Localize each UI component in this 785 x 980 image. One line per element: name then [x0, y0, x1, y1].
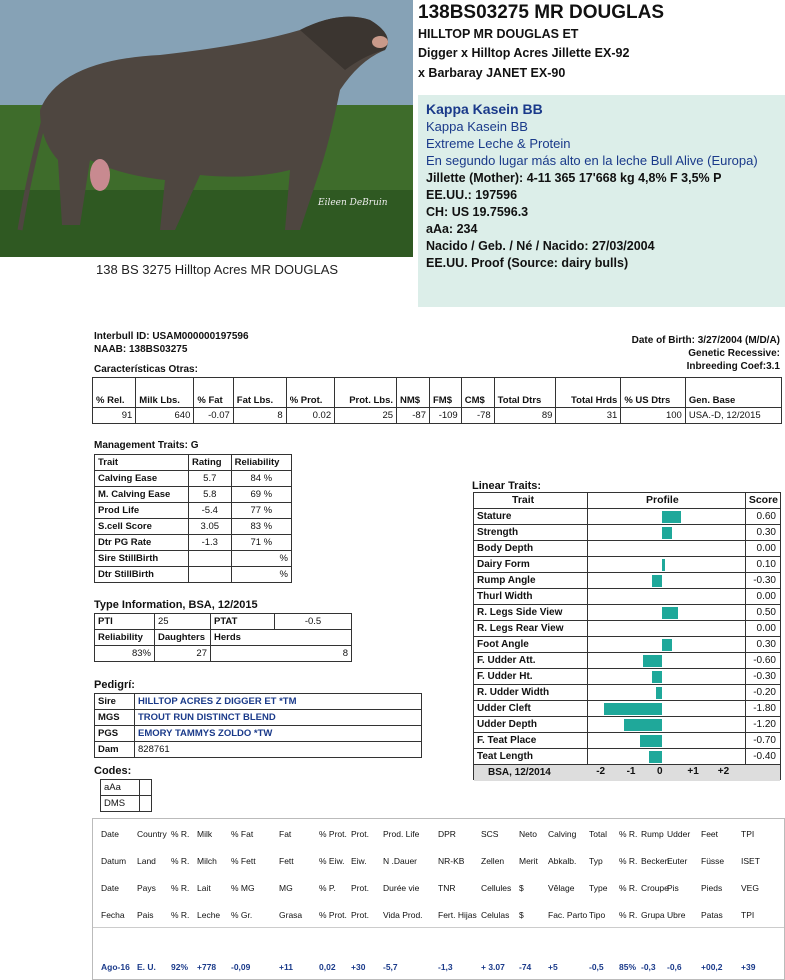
table-row	[95, 551, 292, 567]
table-row	[95, 614, 352, 630]
table-row	[93, 408, 782, 424]
bull-illustration	[0, 0, 413, 257]
col-header: Total Dtrs	[494, 378, 556, 408]
proof-value-cell: +5	[548, 962, 558, 972]
proof-header-cell: Fat	[279, 829, 292, 839]
proof-header-cell: Lait	[197, 883, 211, 893]
proof-header-cell: ISET	[741, 856, 760, 866]
proof-header-cell: Feet	[701, 829, 719, 839]
proof-header-cell: Datum	[101, 856, 127, 866]
proof-header-cell: Grupa	[641, 910, 665, 920]
proof-header-cell: % P.	[319, 883, 336, 893]
proof-header-cell: Milch	[197, 856, 217, 866]
proof-header-cell: $	[519, 883, 524, 893]
info-box	[418, 95, 785, 307]
proof-value-cell: -1,3	[438, 962, 453, 972]
linear-axis-tick: -1	[626, 766, 636, 777]
linear-trait-name: Teat Length	[477, 751, 533, 762]
col-header: Total Hrds	[556, 378, 621, 408]
codes-table	[100, 779, 152, 812]
linear-trait-name: F. Udder Ht.	[477, 671, 533, 682]
proof-header-cell: N .Dauer	[383, 856, 418, 866]
proof-header-cell: % Prot.	[319, 910, 347, 920]
header-line: Digger x Hilltop Acres Jillette EX-92	[418, 46, 630, 60]
linear-trait-row	[474, 669, 780, 685]
proof-header-cell: TNR	[438, 883, 456, 893]
proof-header-cell: Celulas	[481, 910, 510, 920]
linear-trait-name: R. Legs Rear View	[477, 623, 564, 634]
trait-reliability: %	[231, 567, 291, 583]
trait-name: Sire StillBirth	[95, 551, 189, 567]
linear-trait-score: -0.40	[753, 751, 776, 762]
linear-trait-bar	[656, 687, 662, 699]
pedigree-title: Pedigrí:	[94, 679, 135, 691]
col-header: Fat Lbs.	[233, 378, 286, 408]
page-title: 138BS03275 MR DOUGLAS	[418, 2, 665, 23]
linear-trait-name: Rump Angle	[477, 575, 536, 586]
daughters-value: 27	[155, 646, 211, 662]
table-row	[101, 780, 152, 796]
col-header: FM$	[430, 378, 462, 408]
proof-header-cell: Pieds	[701, 883, 723, 893]
info-line: CH: US 19.7596.3	[426, 205, 529, 219]
table-cell: 640	[136, 408, 194, 424]
trait-reliability: 71 %	[231, 535, 291, 551]
linear-trait-row	[474, 701, 780, 717]
trait-rating: -5.4	[189, 503, 232, 519]
table-row	[95, 567, 292, 583]
col-header: % Fat	[194, 378, 233, 408]
naab-id: NAAB: 138BS03275	[94, 344, 188, 355]
col-header: Gen. Base	[685, 378, 781, 408]
linear-trait-bar	[662, 511, 681, 523]
proof-header-cell: SCS	[481, 829, 499, 839]
herds-label: Herds	[211, 630, 352, 646]
proof-header-cell: % Gr.	[231, 910, 253, 920]
proof-header-cell: NR-KB	[438, 856, 465, 866]
trait-name: Prod Life	[95, 503, 189, 519]
management-title: Management Traits: G	[94, 440, 199, 451]
linear-trait-row	[474, 685, 780, 701]
proof-header-cell: Cellules	[481, 883, 512, 893]
info-line: Kappa Kasein BB	[426, 119, 528, 134]
linear-axis-tick: +1	[687, 766, 699, 777]
ptat-label: PTAT	[211, 614, 275, 630]
proof-header-cell: Pais	[137, 910, 154, 920]
linear-axis-tick: +2	[717, 766, 730, 777]
proof-header-cell: Neto	[519, 829, 537, 839]
table-cell: 0.02	[286, 408, 334, 424]
linear-trait-name: R. Udder Width	[477, 687, 550, 698]
pedigree-table	[94, 693, 422, 758]
col-header: Prot. Lbs.	[335, 378, 397, 408]
type-info-table	[94, 613, 352, 662]
proof-header-cell: Date	[101, 883, 119, 893]
date-of-birth: Date of Birth: 3/27/2004 (M/D/A)	[631, 335, 780, 346]
table-cell: -0.07	[194, 408, 233, 424]
table-cell: 8	[233, 408, 286, 424]
col-header: % Prot.	[286, 378, 334, 408]
multilang-proof-table	[92, 818, 785, 980]
linear-trait-score: 0.00	[756, 591, 776, 602]
proof-header-cell: MG	[279, 883, 293, 893]
table-row	[95, 487, 292, 503]
linear-trait-name: F. Teat Place	[477, 735, 537, 746]
proof-header-cell: VEG	[741, 883, 759, 893]
reliability-label: Reliability	[95, 630, 155, 646]
trait-rating: 5.8	[189, 487, 232, 503]
codes-title: Codes:	[94, 765, 132, 777]
reliability-value: 83%	[95, 646, 155, 662]
linear-trait-row	[474, 653, 780, 669]
proof-header-cell: DPR	[438, 829, 456, 839]
proof-header-cell: Ubre	[667, 910, 686, 920]
proof-value-cell: -74	[519, 962, 532, 972]
proof-header-cell: % R.	[619, 829, 638, 839]
type-info-title: Type Information, BSA, 12/2015	[94, 599, 258, 611]
pedigree-name: HILLTOP ACRES Z DIGGER ET *TM	[135, 694, 422, 710]
linear-trait-score: -0.30	[753, 575, 776, 586]
proof-header-cell: % R.	[619, 910, 638, 920]
col-header: % Rel.	[93, 378, 136, 408]
table-cell: 25	[335, 408, 397, 424]
proof-header-cell: Udder	[667, 829, 691, 839]
proof-header-cell: Abkalb.	[548, 856, 577, 866]
proof-header-cell: TPI	[741, 829, 755, 839]
table-row	[95, 471, 292, 487]
linear-trait-score: 0.30	[756, 639, 776, 650]
linear-axis-tick: -2	[596, 766, 606, 777]
table-cell: 100	[621, 408, 686, 424]
linear-trait-bar	[604, 703, 662, 715]
proof-header-cell: Vida Prod.	[383, 910, 423, 920]
pedigree-name: EMORY TAMMYS ZOLDO *TW	[135, 726, 422, 742]
proof-header-cell: Typ	[589, 856, 603, 866]
table-row	[95, 742, 422, 758]
info-line: EE.UU.: 197596	[426, 188, 518, 202]
proof-value-cell: 0,02	[319, 962, 336, 972]
proof-value-cell: +11	[279, 962, 293, 972]
proof-header-cell: % R.	[171, 883, 190, 893]
proof-header-cell: Calving	[548, 829, 577, 839]
linear-trait-bar	[640, 735, 662, 747]
proof-header-cell: % Fat	[231, 829, 254, 839]
linear-trait-bar	[624, 719, 662, 731]
table-row	[95, 519, 292, 535]
caracteristicas-label: Características Otras:	[94, 364, 198, 375]
trait-name: Dtr PG Rate	[95, 535, 189, 551]
proof-header-cell: Land	[137, 856, 156, 866]
linear-trait-name: Udder Cleft	[477, 703, 531, 714]
linear-trait-row	[474, 557, 780, 573]
pti-label: PTI	[95, 614, 155, 630]
proof-value-cell: -0,3	[641, 962, 656, 972]
trait-rating: 5.7	[189, 471, 232, 487]
linear-trait-score: 0.00	[756, 543, 776, 554]
linear-trait-row	[474, 589, 780, 605]
photo-caption: 138 BS 3275 Hilltop Acres MR DOUGLAS	[96, 262, 339, 277]
pti-value: 25	[155, 614, 211, 630]
info-line: Jillette (Mother): 4-11 365 17'668 kg 4,8% F 3,5% P	[426, 171, 722, 185]
linear-trait-bar	[652, 575, 662, 587]
proof-header-cell: TPI	[741, 910, 755, 920]
linear-trait-bar	[662, 607, 678, 619]
linear-trait-name: Stature	[477, 511, 512, 522]
linear-trait-score: -0.30	[753, 671, 776, 682]
proof-header-cell: Patas	[701, 910, 723, 920]
info-heading: Kappa Kasein BB	[426, 101, 543, 117]
linear-trait-score: 0.50	[756, 607, 776, 618]
table-cell: 31	[556, 408, 621, 424]
table-cell: -109	[430, 408, 462, 424]
daughters-label: Daughters	[155, 630, 211, 646]
proof-value-cell: -5,7	[383, 962, 398, 972]
proof-header-cell: Durée vie	[383, 883, 420, 893]
proof-header-cell: % Fett	[231, 856, 256, 866]
col-header: Milk Lbs.	[136, 378, 194, 408]
table-cell: 89	[494, 408, 556, 424]
main-proof-table	[92, 377, 782, 424]
linear-trait-bar	[662, 559, 665, 571]
proof-header-cell: Zellen	[481, 856, 505, 866]
code-item: aAa	[101, 780, 140, 796]
herds-value: 8	[211, 646, 352, 662]
proof-header-cell: Becken	[641, 856, 670, 866]
trait-name: Calving Ease	[95, 471, 189, 487]
trait-rating: -1.3	[189, 535, 232, 551]
info-line: EE.UU. Proof (Source: dairy bulls)	[426, 256, 629, 270]
linear-trait-score: 0.00	[756, 623, 776, 634]
pedigree-name: 828761	[135, 742, 422, 758]
linear-trait-name: Body Depth	[477, 543, 534, 554]
proof-header-cell: Prot.	[351, 910, 369, 920]
proof-value-cell: 92%	[171, 962, 189, 972]
pedigree-name: TROUT RUN DISTINCT BLEND	[135, 710, 422, 726]
proof-header-cell: Pays	[137, 883, 156, 893]
ptat-value: -0.5	[275, 614, 352, 630]
management-table	[94, 454, 292, 583]
inbreeding-coef: Inbreeding Coef:3.1	[686, 361, 780, 372]
proof-header-cell: Prot.	[351, 829, 369, 839]
proof-value-cell: +30	[351, 962, 366, 972]
linear-trait-bar	[662, 527, 672, 539]
proof-header-cell: Fert. Hijas	[438, 910, 477, 920]
pedigree-role: PGS	[95, 726, 135, 742]
genetic-recessive: Genetic Recessive:	[688, 348, 780, 359]
proof-value-cell: +00,2	[701, 962, 723, 972]
proof-header-cell: Füsse	[701, 856, 725, 866]
table-row	[95, 726, 422, 742]
proof-header-cell: % Eiw.	[319, 856, 345, 866]
linear-trait-name: Dairy Form	[477, 559, 530, 570]
proof-header-cell: Fecha	[101, 910, 125, 920]
linear-trait-name: Udder Depth	[477, 719, 537, 730]
linear-trait-score: 0.30	[756, 527, 776, 538]
pedigree-role: MGS	[95, 710, 135, 726]
linear-trait-row	[474, 605, 780, 621]
linear-trait-bar	[662, 639, 672, 651]
proof-value-cell: -0,6	[667, 962, 682, 972]
proof-header-cell: % Prot.	[319, 829, 347, 839]
linear-trait-row	[474, 525, 780, 541]
interbull-id: Interbull ID: USAM000000197596	[94, 331, 249, 342]
table-row	[95, 503, 292, 519]
proof-value-cell: -0,5	[589, 962, 604, 972]
code-empty-cell	[140, 796, 152, 812]
proof-header-cell: Total	[589, 829, 607, 839]
photo-signature: Eileen DeBruin	[318, 198, 388, 208]
table-header-row	[93, 378, 782, 408]
info-line: Extreme Leche & Protein	[426, 136, 571, 151]
proof-header-cell: Grasa	[279, 910, 303, 920]
proof-value-cell: Ago-16	[101, 962, 130, 972]
proof-header-cell: % R.	[171, 829, 190, 839]
proof-value-cell: E. U.	[137, 962, 156, 972]
table-header-row	[95, 455, 292, 471]
linear-trait-score: 0.10	[756, 559, 776, 570]
trait-name: Dtr StillBirth	[95, 567, 189, 583]
table-cell: USA.-D, 12/2015	[685, 408, 781, 424]
proof-header-cell: Croupe	[641, 883, 669, 893]
table-row	[95, 710, 422, 726]
linear-trait-bar	[649, 751, 662, 763]
col-header: Trait	[95, 455, 189, 471]
proof-header-cell: Date	[101, 829, 119, 839]
proof-header-cell: Fac. Parto	[548, 910, 588, 920]
proof-header-cell: % R.	[619, 856, 638, 866]
linear-trait-row	[474, 733, 780, 749]
proof-header-cell: Rump	[641, 829, 664, 839]
proof-header-cell: Prot.	[351, 883, 369, 893]
table-row	[95, 535, 292, 551]
proof-header-cell: $	[519, 910, 524, 920]
proof-header-cell: Pis	[667, 883, 679, 893]
table-row	[95, 646, 352, 662]
proof-header-cell: Merit	[519, 856, 538, 866]
pedigree-role: Dam	[95, 742, 135, 758]
linear-trait-bar	[643, 655, 662, 667]
proof-header-cell: % R.	[171, 856, 190, 866]
table-row	[95, 630, 352, 646]
table-cell: -78	[461, 408, 494, 424]
proof-header-cell: % MG	[231, 883, 255, 893]
trait-rating	[189, 567, 232, 583]
proof-header-cell: Fett	[279, 856, 294, 866]
linear-header-trait: Trait	[512, 494, 535, 506]
linear-trait-name: Foot Angle	[477, 639, 529, 650]
proof-header-cell: Milk	[197, 829, 213, 839]
info-line: aAa: 234	[426, 222, 478, 236]
proof-value-cell: +39	[741, 962, 756, 972]
linear-footer-label: BSA, 12/2014	[488, 767, 551, 778]
proof-header-cell: Vêlage	[548, 883, 575, 893]
linear-trait-row	[474, 749, 780, 765]
linear-trait-row	[474, 541, 780, 557]
linear-axis-tick: 0	[657, 766, 663, 777]
linear-trait-name: Thurl Width	[477, 591, 533, 602]
header-line: HILLTOP MR DOUGLAS ET	[418, 27, 579, 41]
linear-trait-score: -0.20	[753, 687, 776, 698]
trait-rating: 3.05	[189, 519, 232, 535]
header-line: x Barbaray JANET EX-90	[418, 66, 566, 80]
trait-name: S.cell Score	[95, 519, 189, 535]
linear-trait-name: F. Udder Att.	[477, 655, 536, 666]
linear-traits-chart	[473, 492, 781, 780]
proof-header-cell: Prod. Life	[383, 829, 420, 839]
trait-name: M. Calving Ease	[95, 487, 189, 503]
trait-reliability: 84 %	[231, 471, 291, 487]
linear-header-profile: Profile	[646, 494, 679, 506]
trait-reliability: 77 %	[231, 503, 291, 519]
linear-trait-score: -0.70	[753, 735, 776, 746]
info-line: Nacido / Geb. / Né / Nacido: 27/03/2004	[426, 239, 655, 253]
linear-title: Linear Traits:	[472, 480, 542, 492]
linear-header-score: Score	[748, 494, 778, 506]
code-empty-cell	[140, 780, 152, 796]
linear-trait-name: R. Legs Side View	[477, 607, 563, 618]
table-cell: -87	[397, 408, 430, 424]
trait-reliability: %	[231, 551, 291, 567]
trait-rating	[189, 551, 232, 567]
trait-reliability: 83 %	[231, 519, 291, 535]
linear-trait-score: 0.60	[756, 511, 776, 522]
linear-trait-row	[474, 621, 780, 637]
col-header: NM$	[397, 378, 430, 408]
proof-value-cell: + 3.07	[481, 962, 505, 972]
linear-trait-score: -1.80	[753, 703, 776, 714]
proof-header-cell: Country	[137, 829, 167, 839]
proof-value-cell: 85%	[619, 962, 637, 972]
table-row	[95, 694, 422, 710]
linear-header	[474, 493, 780, 509]
col-header: % US Dtrs	[621, 378, 686, 408]
linear-trait-row	[474, 637, 780, 653]
table-cell: 91	[93, 408, 136, 424]
linear-trait-bar	[652, 671, 662, 683]
linear-trait-score: -1.20	[753, 719, 776, 730]
code-item: DMS	[101, 796, 140, 812]
proof-value-cell: +778	[197, 962, 217, 972]
col-header: CM$	[461, 378, 494, 408]
proof-header-cell: Euter	[667, 856, 688, 866]
col-header: Rating	[189, 455, 232, 471]
proof-header-cell: Eiw.	[351, 856, 367, 866]
pedigree-role: Sire	[95, 694, 135, 710]
proof-header-cell: % R.	[171, 910, 190, 920]
proof-divider	[93, 927, 784, 928]
trait-reliability: 69 %	[231, 487, 291, 503]
proof-header-cell: Leche	[197, 910, 221, 920]
bull-photo	[0, 0, 413, 257]
table-row	[101, 796, 152, 812]
info-line: En segundo lugar más alto en la leche Bull Alive (Europa)	[426, 153, 758, 168]
linear-trait-row	[474, 509, 780, 525]
proof-value-cell: -0,09	[231, 962, 251, 972]
linear-trait-score: -0.60	[753, 655, 776, 666]
proof-header-cell: Tipo	[589, 910, 606, 920]
linear-trait-name: Strength	[477, 527, 519, 538]
linear-trait-row	[474, 573, 780, 589]
col-header: Reliability	[231, 455, 291, 471]
proof-header-cell: Type	[589, 883, 608, 893]
linear-trait-row	[474, 717, 780, 733]
proof-header-cell: % R.	[619, 883, 638, 893]
